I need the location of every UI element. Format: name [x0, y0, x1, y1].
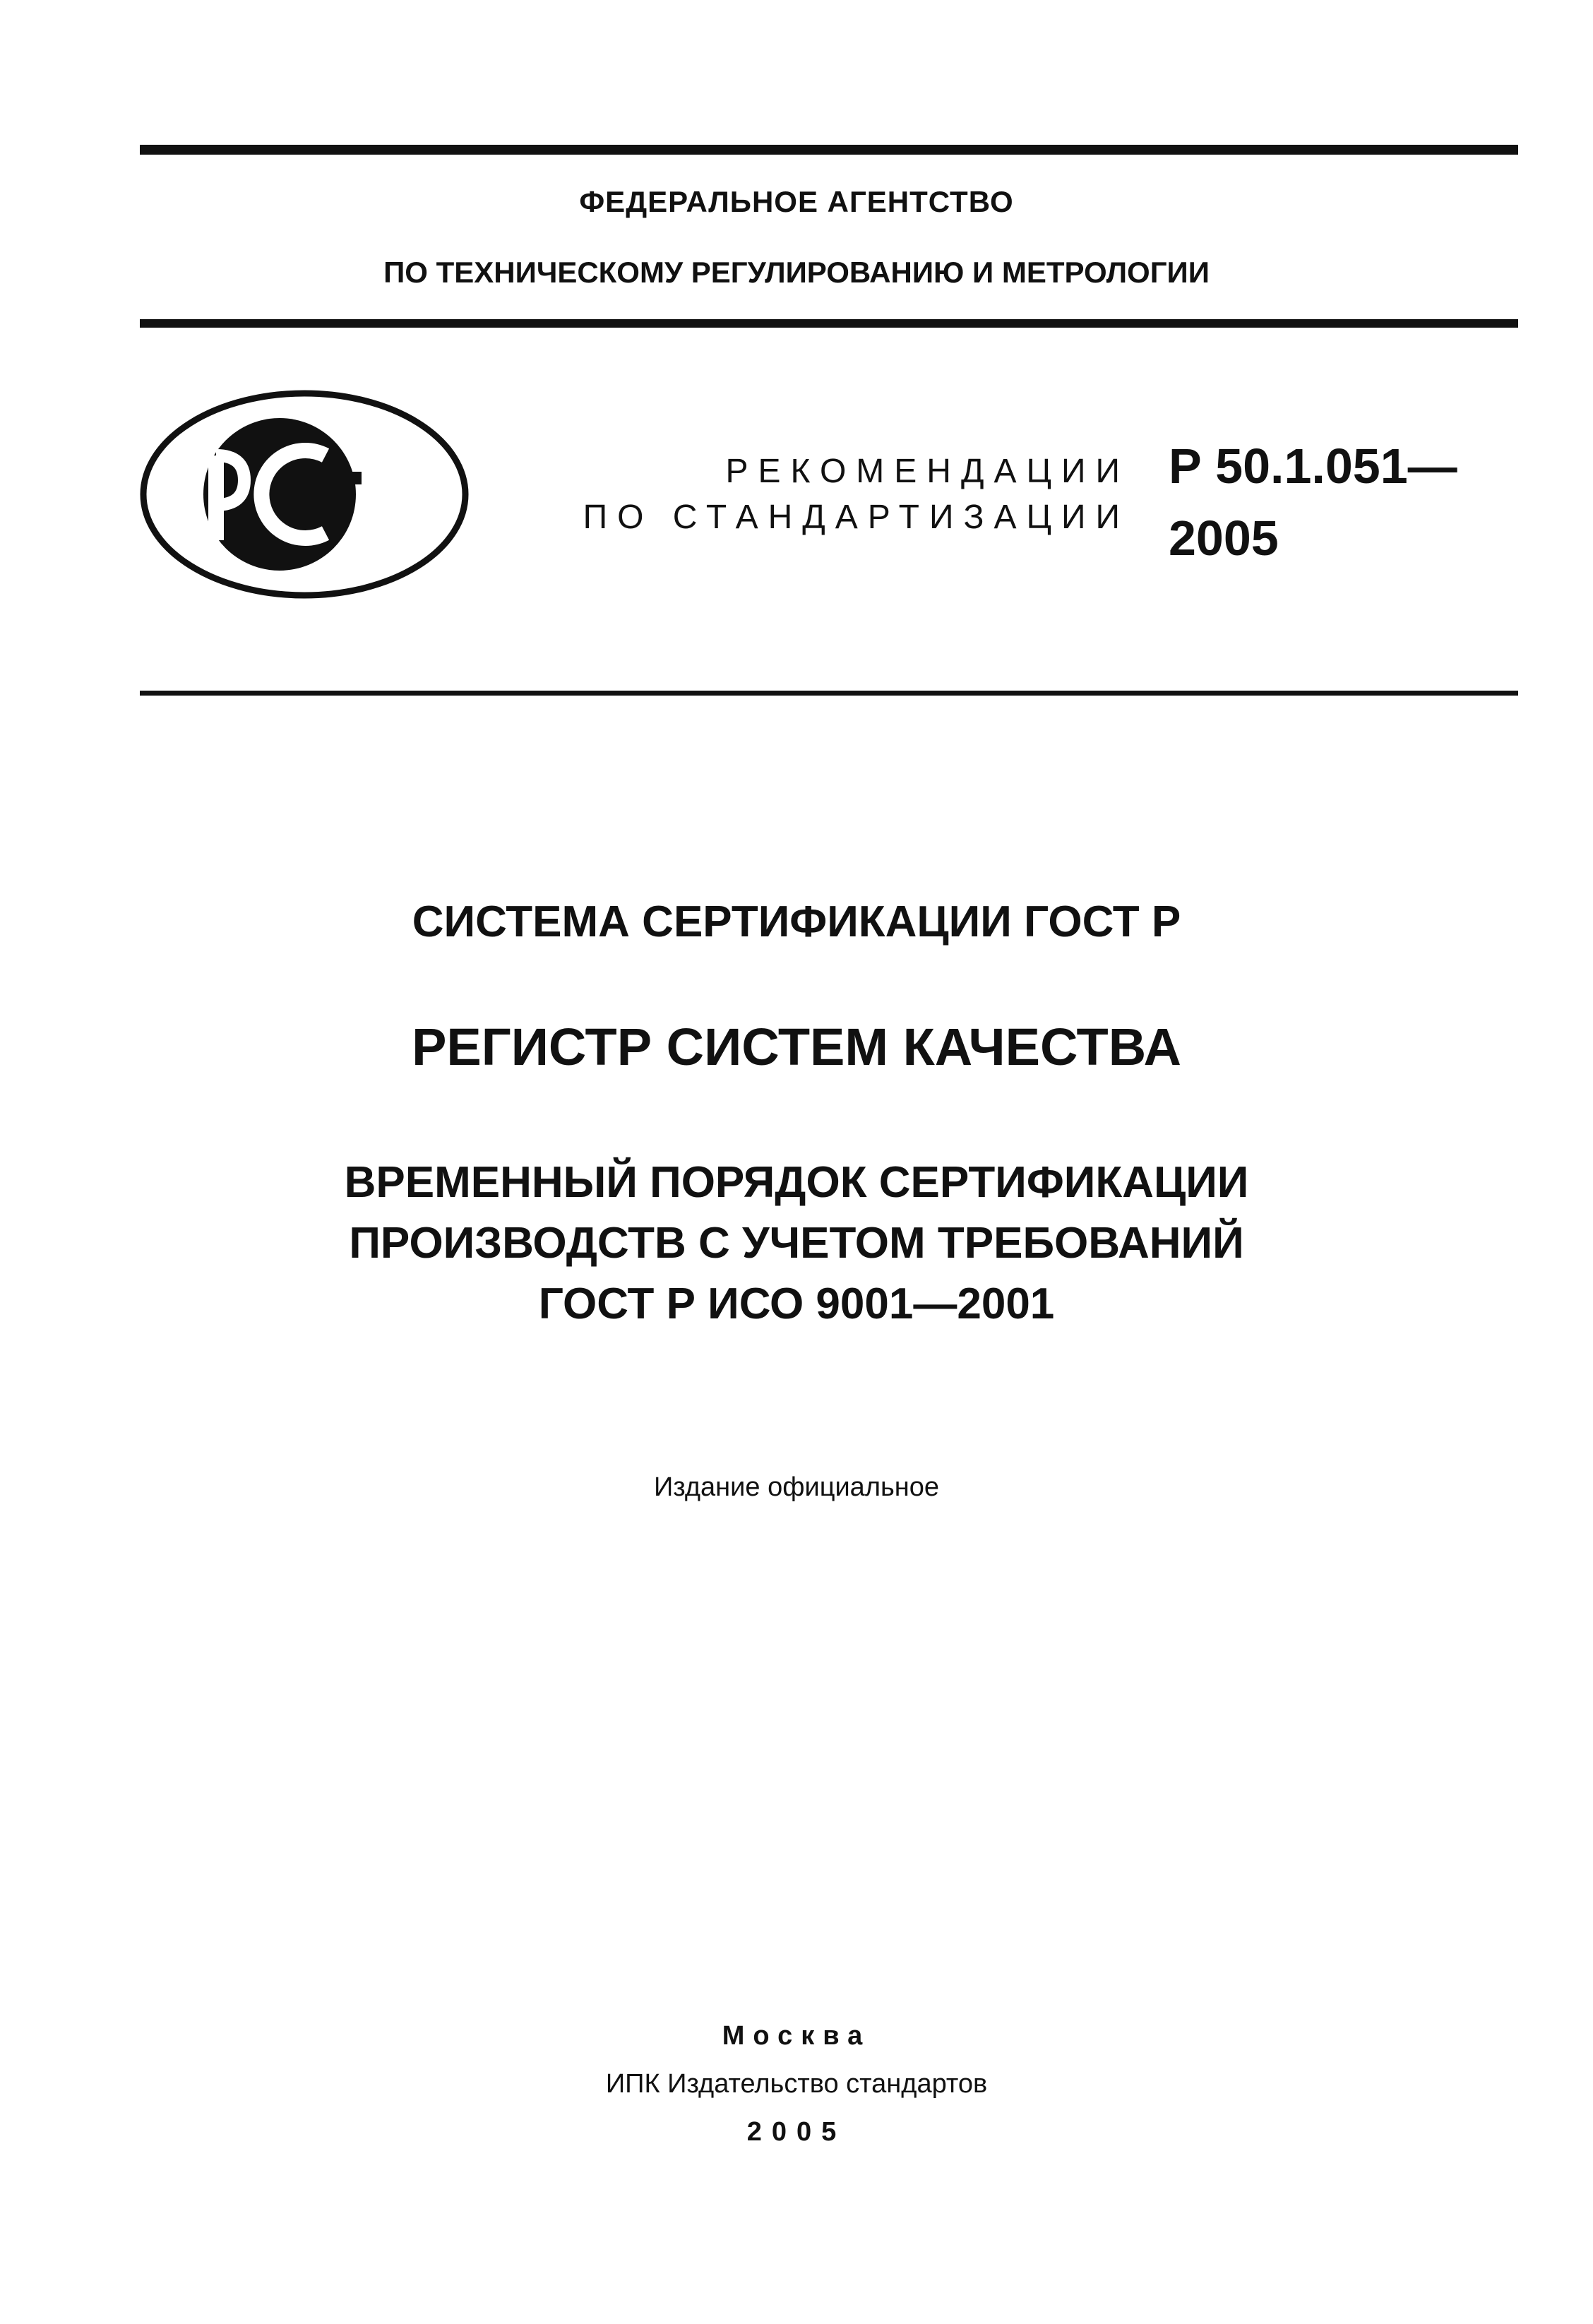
agency-line-2: ПО ТЕХНИЧЕСКОМУ РЕГУЛИРОВАНИЮ И МЕТРОЛОГИИ: [383, 256, 1210, 289]
subtitle-line-3: ГОСТ Р ИСО 9001—2001: [538, 1280, 1055, 1328]
system-title: СИСТЕМА СЕРТИФИКАЦИИ ГОСТ Р: [412, 898, 1181, 946]
subtitle: [0, 1152, 1593, 1335]
main-title: РЕГИСТР СИСТЕМ КАЧЕСТВА: [412, 1018, 1181, 1076]
doc-type-line-1: РЕКОМЕНДАЦИИ: [725, 453, 1130, 490]
imprint-year: 2005: [746, 2117, 847, 2147]
subtitle-line-1: ВРЕМЕННЫЙ ПОРЯДОК СЕРТИФИКАЦИИ: [344, 1158, 1249, 1207]
agency-line-1: ФЕДЕРАЛЬНОЕ АГЕНТСТВО: [579, 185, 1014, 218]
doc-type-line-2: ПО СТАНДАРТИЗАЦИИ: [583, 499, 1130, 536]
top-rule: [140, 145, 1518, 155]
imprint-publisher: ИПК Издательство стандартов: [605, 2069, 988, 2099]
gost-r-logo-icon: [138, 388, 470, 600]
subtitle-line-2: ПРОИЗВОДСТВ С УЧЕТОМ ТРЕБОВАНИЙ: [349, 1219, 1244, 1268]
header-bottom-rule: [140, 691, 1518, 696]
designation-line-2: 2005: [1169, 511, 1279, 566]
agency-rule: [140, 319, 1518, 328]
designation-line-1: Р 50.1.051—: [1169, 439, 1457, 494]
imprint-city: Москва: [722, 2021, 871, 2051]
edition-note: Издание официальное: [653, 1472, 940, 1502]
